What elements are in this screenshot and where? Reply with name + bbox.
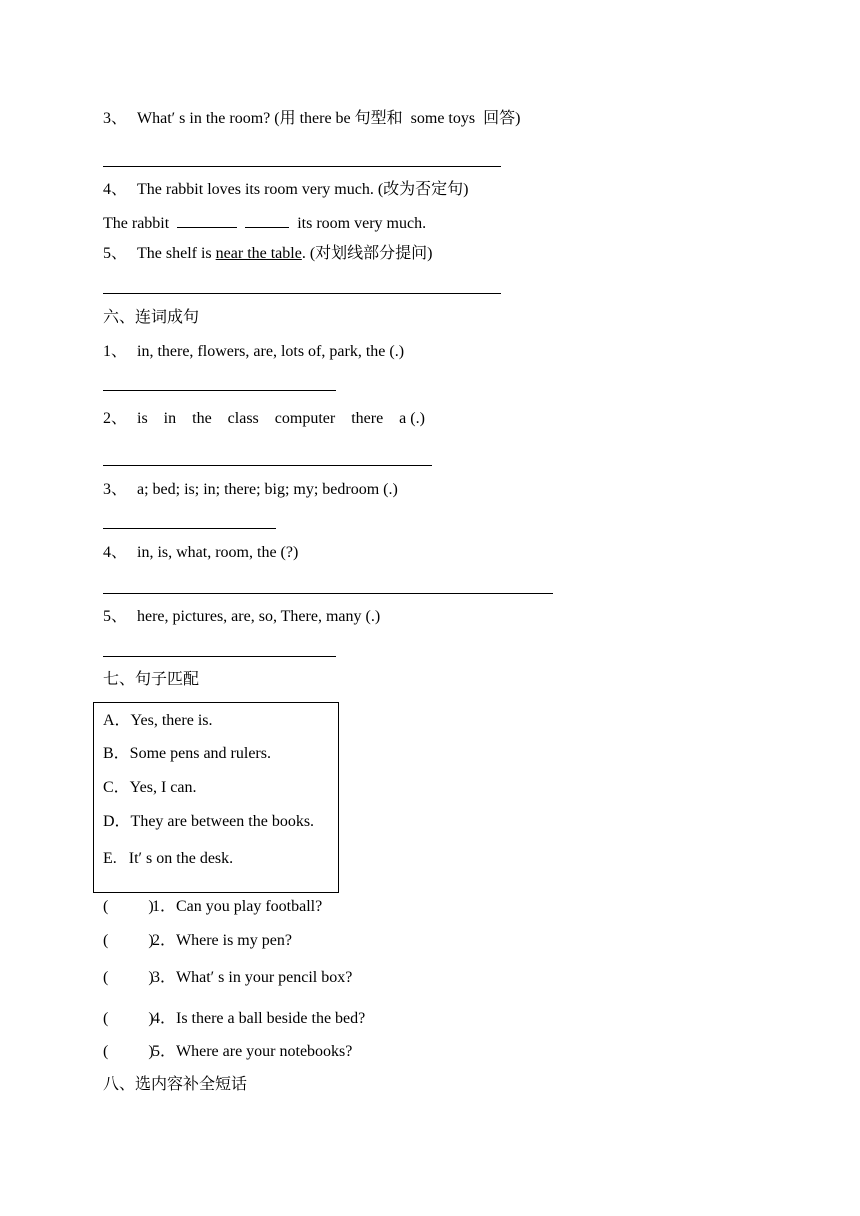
q5-3-text: What′ s in the room? (用 there be 句型和 some toys 回答) <box>137 110 521 127</box>
answer-line <box>103 593 553 594</box>
section6-heading: 六、连词成句 <box>103 309 200 326</box>
q6-3-text: a; bed; is; in; there; big; my; bedroom (.) <box>137 481 398 498</box>
fill-blank-2 <box>245 213 289 228</box>
match-question-2: 2．Where is my pen? <box>152 932 292 949</box>
answer-line <box>103 465 432 466</box>
q6-5-number: 5、 <box>103 608 128 625</box>
match-paren-2[interactable]: ( ) <box>103 932 154 949</box>
section7-heading: 七、句子匹配 <box>103 671 200 688</box>
match-question-1: 1．Can you play football? <box>152 898 323 915</box>
q6-4-number: 4、 <box>103 544 128 561</box>
answer-line <box>103 293 501 294</box>
match-paren-3[interactable]: ( ) <box>103 969 154 986</box>
match-paren-4[interactable]: ( ) <box>103 1010 154 1027</box>
match-paren-1[interactable]: ( ) <box>103 898 154 915</box>
match-question-3: 3．What′ s in your pencil box? <box>152 969 353 986</box>
answer-line <box>103 656 336 657</box>
answer-line <box>103 166 501 167</box>
q5-5-number: 5、 <box>103 245 128 262</box>
q5-3-number: 3、 <box>103 110 128 127</box>
option-b: B．Some pens and rulers. <box>103 745 271 762</box>
underlined-phrase: near the table <box>215 245 302 262</box>
answer-suffix: its room very much. <box>297 215 427 232</box>
answer-line <box>103 528 276 529</box>
match-paren-5[interactable]: ( ) <box>103 1043 154 1060</box>
q5-4-number: 4、 <box>103 181 128 198</box>
option-c: C．Yes, I can. <box>103 779 197 796</box>
q6-4-text: in, is, what, room, the (?) <box>137 544 299 561</box>
q6-5-text: here, pictures, are, so, There, many (.) <box>137 608 381 625</box>
q6-1-text: in, there, flowers, are, lots of, park, the (.) <box>137 343 405 360</box>
q6-1-number: 1、 <box>103 343 128 360</box>
q5-5-text: The shelf is near the table. (对划线部分提问) <box>137 245 433 262</box>
q6-2-text: is in the class computer there a (.) <box>137 410 425 427</box>
option-d: D．They are between the books. <box>103 813 315 830</box>
q5-4-answer-row <box>103 213 426 234</box>
q5-4-text: The rabbit loves its room very much. (改为否定句) <box>137 181 469 198</box>
q6-3-number: 3、 <box>103 481 128 498</box>
section8-heading: 八、选内容补全短话 <box>103 1076 248 1093</box>
fill-blank-1 <box>177 213 237 228</box>
match-question-4: 4．Is there a ball beside the bed? <box>152 1010 366 1027</box>
match-question-5: 5．Where are your notebooks? <box>152 1043 353 1060</box>
q6-2-number: 2、 <box>103 410 128 427</box>
option-e: E. It′ s on the desk. <box>103 850 234 867</box>
option-a: A．Yes, there is. <box>103 712 213 729</box>
answer-line <box>103 390 336 391</box>
answer-prefix: The rabbit <box>103 215 170 232</box>
